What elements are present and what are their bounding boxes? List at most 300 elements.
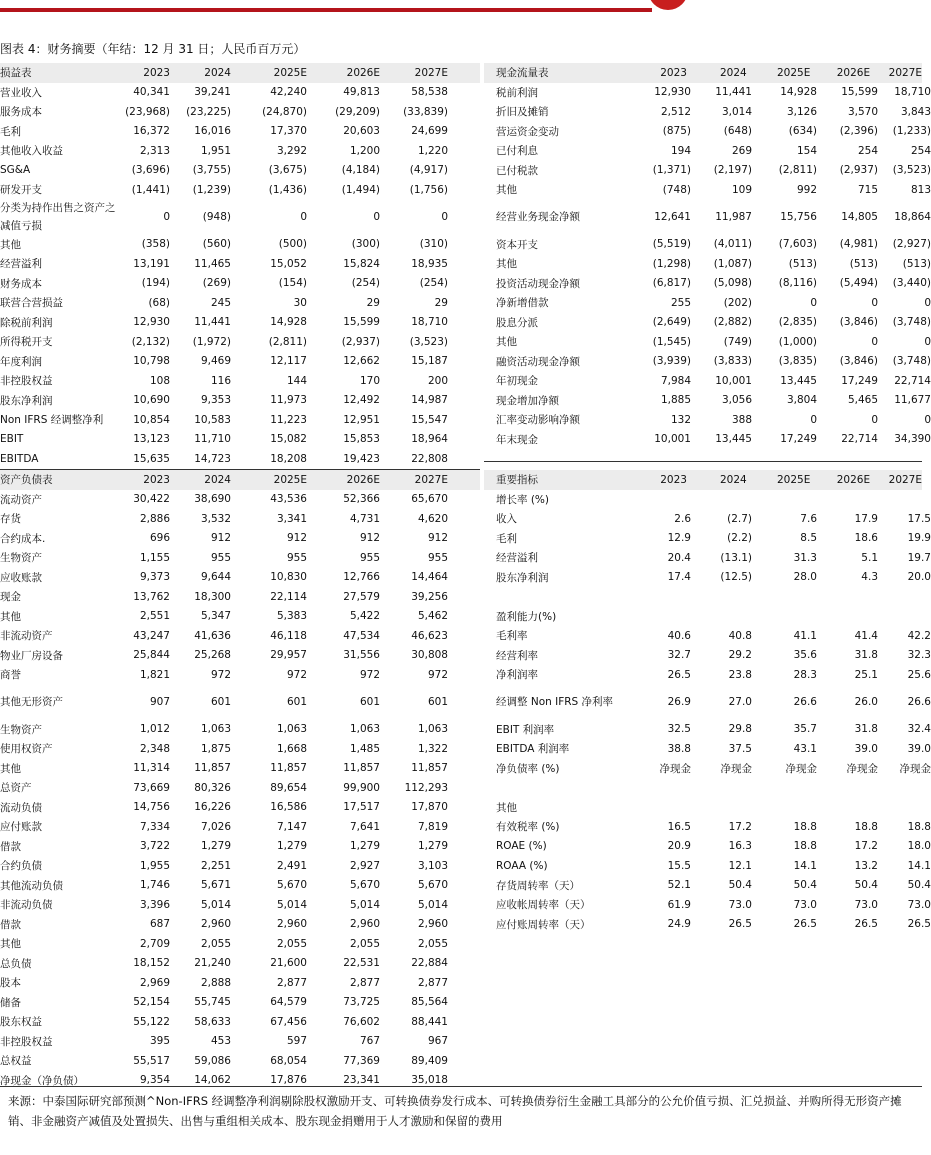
cell-value: (2,132) bbox=[131, 335, 170, 348]
cell-value: 2,888 bbox=[200, 976, 231, 989]
cell-value: 73.0 bbox=[728, 898, 752, 911]
cell-value: 2,055 bbox=[417, 937, 448, 950]
cell-value: 17.5 bbox=[907, 512, 931, 525]
cell-value: (3,846) bbox=[839, 355, 878, 368]
row-label: 有效税率 (%) bbox=[496, 821, 560, 834]
cell-value: 2,960 bbox=[200, 918, 231, 931]
cell-value: (310) bbox=[419, 238, 448, 251]
cell-value: 31.8 bbox=[854, 649, 878, 662]
cell-value: 245 bbox=[210, 296, 231, 309]
cell-value: 20.4 bbox=[667, 551, 691, 564]
year-header: 2026E bbox=[836, 473, 871, 486]
cell-value: 25.6 bbox=[907, 668, 931, 681]
cell-value: (2,882) bbox=[713, 316, 752, 329]
cell-value: (1,441) bbox=[131, 183, 170, 196]
cell-value: 5,422 bbox=[349, 610, 380, 623]
column-header-label: 现金流量表 bbox=[496, 67, 549, 80]
cell-value: 0 bbox=[300, 211, 307, 223]
cell-value: 15,187 bbox=[411, 355, 448, 368]
cell-value: (2,937) bbox=[341, 335, 380, 348]
balance-row bbox=[0, 490, 448, 510]
ratios-row bbox=[484, 646, 931, 666]
cashflow-row bbox=[484, 102, 931, 122]
balance-row bbox=[0, 739, 448, 759]
cell-value: 3,843 bbox=[900, 105, 931, 118]
cell-value: 2,960 bbox=[276, 918, 307, 931]
cell-value: 12,641 bbox=[654, 211, 691, 223]
row-label: 总负债 bbox=[0, 957, 32, 970]
balance-row bbox=[0, 587, 448, 607]
cell-value: 15,824 bbox=[343, 257, 380, 270]
ratios-row bbox=[484, 798, 931, 818]
cell-value: (2.2) bbox=[727, 532, 752, 545]
cell-value: (513) bbox=[902, 257, 931, 270]
cell-value: 12.9 bbox=[667, 532, 691, 545]
cell-value: (513) bbox=[849, 257, 878, 270]
cell-value: 1,063 bbox=[200, 723, 231, 736]
cell-value: 20,603 bbox=[343, 125, 380, 138]
row-label: 净利润率 bbox=[496, 669, 538, 682]
cell-value: 9,373 bbox=[139, 571, 170, 584]
cell-value: 0 bbox=[163, 211, 170, 223]
cell-value: 14,464 bbox=[411, 571, 448, 584]
cell-value: (3,523) bbox=[409, 335, 448, 348]
cell-value: (24,870) bbox=[262, 105, 307, 118]
balance-row bbox=[0, 798, 448, 818]
balance-row bbox=[0, 665, 448, 685]
income-row bbox=[0, 102, 448, 122]
cell-value: (202) bbox=[723, 296, 752, 309]
row-label: 所得税开支 bbox=[0, 336, 53, 349]
cell-value: 12,930 bbox=[133, 316, 170, 329]
ratios-row bbox=[484, 626, 931, 646]
cell-value: 0 bbox=[441, 211, 448, 223]
cell-value: 19.9 bbox=[907, 532, 931, 545]
cell-value: 11,857 bbox=[194, 762, 231, 775]
cell-value: (3,846) bbox=[839, 316, 878, 329]
income-row bbox=[0, 391, 448, 411]
income-row bbox=[0, 449, 448, 469]
cell-value: (5,494) bbox=[839, 277, 878, 290]
cell-value: 5,014 bbox=[349, 898, 380, 911]
cell-value: (154) bbox=[278, 277, 307, 290]
cell-value: 1,220 bbox=[417, 144, 448, 157]
cell-value: 22,884 bbox=[411, 957, 448, 970]
cell-value: 912 bbox=[427, 532, 448, 545]
cell-value: 2,969 bbox=[139, 976, 170, 989]
cell-value: 32.3 bbox=[907, 649, 931, 662]
year-header: 2025E bbox=[273, 66, 307, 79]
cell-value: 50.4 bbox=[854, 879, 878, 892]
row-label: 应付账周转率（天） bbox=[496, 918, 591, 931]
income-row bbox=[0, 122, 448, 142]
cell-value: 41.1 bbox=[793, 629, 817, 642]
income-row bbox=[0, 371, 448, 391]
row-label: 净新增借款 bbox=[496, 297, 549, 310]
income-row bbox=[0, 313, 448, 333]
year-header: 2025E bbox=[273, 473, 307, 486]
cell-value: 2,927 bbox=[349, 859, 380, 872]
cell-value: (29,209) bbox=[335, 105, 380, 118]
cell-value: 1,322 bbox=[417, 742, 448, 755]
cashflow-row bbox=[484, 332, 931, 352]
cell-value: 1,200 bbox=[349, 144, 380, 157]
cell-value: 52.1 bbox=[667, 879, 691, 892]
cashflow-row bbox=[484, 235, 931, 255]
cell-value: 22,714 bbox=[894, 374, 931, 387]
cell-value: 26.6 bbox=[907, 696, 931, 708]
cell-value: 15,853 bbox=[343, 433, 380, 446]
ratios-row bbox=[484, 778, 931, 798]
year-header: 2024 bbox=[719, 66, 747, 79]
row-label: 资本开支 bbox=[496, 238, 538, 251]
ratios-row bbox=[484, 876, 931, 896]
year-header: 2026E bbox=[346, 66, 380, 79]
cell-value: 89,409 bbox=[411, 1054, 448, 1067]
cell-value: 49,813 bbox=[343, 86, 380, 99]
cell-value: 13,445 bbox=[715, 433, 752, 446]
row-label: 经营利率 bbox=[496, 649, 538, 662]
cell-value: 25,268 bbox=[194, 649, 231, 662]
balance-row bbox=[0, 626, 448, 646]
cell-value: (358) bbox=[141, 238, 170, 251]
row-label: 总权益 bbox=[0, 1055, 32, 1068]
cell-value: 116 bbox=[210, 374, 231, 387]
balance-row bbox=[0, 954, 448, 974]
cell-value: (1,494) bbox=[341, 183, 380, 196]
cell-value: 10,583 bbox=[194, 413, 231, 426]
cell-value: 58,633 bbox=[194, 1015, 231, 1028]
cell-value: 601 bbox=[210, 696, 231, 708]
cell-value: 0 bbox=[871, 296, 878, 309]
cell-value: 38.8 bbox=[667, 742, 691, 755]
row-label: 税前利润 bbox=[496, 86, 538, 99]
cell-value: 601 bbox=[427, 696, 448, 708]
cell-value: 1,279 bbox=[417, 840, 448, 853]
brand-mark bbox=[648, 0, 688, 10]
cell-value: (12.5) bbox=[720, 571, 752, 584]
cell-value: 601 bbox=[359, 696, 380, 708]
year-header: 2027E bbox=[414, 66, 448, 79]
cashflow-row bbox=[484, 391, 931, 411]
cell-value: (2,649) bbox=[652, 316, 691, 329]
cell-value: (1,436) bbox=[268, 183, 307, 196]
income-row bbox=[0, 352, 448, 372]
ratios-row bbox=[484, 509, 931, 529]
year-header: 2023 bbox=[660, 473, 687, 486]
cell-value: (3,755) bbox=[192, 164, 231, 177]
ratios-header-row bbox=[484, 470, 922, 490]
cell-value: 5,465 bbox=[847, 394, 878, 407]
year-header: 2024 bbox=[719, 473, 747, 486]
cell-value: 26.0 bbox=[854, 696, 878, 708]
cell-value: 73.0 bbox=[793, 898, 817, 911]
income-row bbox=[0, 235, 448, 255]
ratios-row bbox=[484, 837, 931, 857]
cell-value: 31,556 bbox=[343, 649, 380, 662]
cell-value: 19.7 bbox=[907, 551, 931, 564]
cell-value: (634) bbox=[788, 125, 817, 138]
cell-value: 73,669 bbox=[133, 781, 170, 794]
cell-value: 76,602 bbox=[343, 1015, 380, 1028]
row-label: 物业厂房设备 bbox=[0, 649, 63, 662]
cell-value: 16.5 bbox=[667, 820, 691, 833]
cell-value: (5,519) bbox=[652, 238, 691, 251]
cell-value: 14,928 bbox=[780, 86, 817, 99]
year-header: 2027E bbox=[888, 66, 922, 79]
cell-value: 18.6 bbox=[854, 532, 878, 545]
cell-value: 18,710 bbox=[894, 86, 931, 99]
cell-value: 1,063 bbox=[276, 723, 307, 736]
cell-value: 955 bbox=[286, 551, 307, 564]
cell-value: (1,000) bbox=[778, 335, 817, 348]
cell-value: 1,951 bbox=[200, 144, 231, 157]
income-header-row bbox=[0, 63, 480, 83]
cell-value: 8.5 bbox=[800, 532, 817, 545]
cell-value: 1,875 bbox=[200, 742, 231, 755]
cell-value: 11,973 bbox=[270, 394, 307, 407]
cell-value: 1,821 bbox=[139, 668, 170, 681]
cell-value: 11,314 bbox=[133, 762, 170, 775]
cell-value: (3,440) bbox=[892, 277, 931, 290]
cell-value: 907 bbox=[149, 696, 170, 708]
cell-value: 0 bbox=[924, 335, 931, 348]
cell-value: (3,696) bbox=[131, 164, 170, 177]
cell-value: 15,635 bbox=[133, 452, 170, 465]
cell-value: (1,972) bbox=[192, 335, 231, 348]
cell-value: 2,055 bbox=[276, 937, 307, 950]
row-label: 汇率变动影响净额 bbox=[496, 414, 580, 427]
cell-value: 18.0 bbox=[907, 840, 931, 853]
cell-value: 15,599 bbox=[841, 86, 878, 99]
cell-value: (2,937) bbox=[839, 164, 878, 177]
row-label: 折旧及摊销 bbox=[496, 106, 549, 119]
cell-value: 12,951 bbox=[343, 413, 380, 426]
row-label: 毛利 bbox=[0, 125, 21, 138]
cell-value: 2,960 bbox=[349, 918, 380, 931]
cell-value: (4,981) bbox=[839, 238, 878, 251]
cell-value: 15,052 bbox=[270, 257, 307, 270]
cell-value: 13,762 bbox=[133, 590, 170, 603]
cell-value: (648) bbox=[723, 125, 752, 138]
cell-value: 11,987 bbox=[715, 211, 752, 223]
cell-value: 18.8 bbox=[793, 820, 817, 833]
year-header: 2023 bbox=[143, 66, 170, 79]
cell-value: 22,531 bbox=[343, 957, 380, 970]
row-label: 分类为持作出售之资产之减值亏损 bbox=[0, 202, 116, 232]
row-label: 股东净利润 bbox=[0, 394, 53, 407]
cell-value: 43.1 bbox=[793, 742, 817, 755]
cell-value: 68,054 bbox=[270, 1054, 307, 1067]
cell-value: 154 bbox=[796, 144, 817, 157]
cell-value: 17.9 bbox=[854, 512, 878, 525]
row-label: 生物资产 bbox=[0, 723, 42, 736]
balance-row bbox=[0, 607, 448, 627]
row-label: 其他流动负债 bbox=[0, 879, 63, 892]
cell-value: 0 bbox=[924, 296, 931, 309]
cell-value: 912 bbox=[210, 532, 231, 545]
cell-value: 5,671 bbox=[200, 879, 231, 892]
cell-value: 0 bbox=[810, 296, 817, 309]
cell-value: 50.4 bbox=[793, 879, 817, 892]
balance-row bbox=[0, 720, 448, 740]
cell-value: 17,876 bbox=[270, 1074, 307, 1087]
row-label: 现金 bbox=[0, 591, 21, 604]
cell-value: 17,249 bbox=[841, 374, 878, 387]
cashflow-row bbox=[484, 122, 931, 142]
year-header: 2023 bbox=[660, 66, 687, 79]
ratios-row bbox=[484, 548, 931, 568]
balance-row bbox=[0, 568, 448, 588]
cell-value: 29,957 bbox=[270, 649, 307, 662]
ratios-row bbox=[484, 665, 931, 685]
cell-value: 61.9 bbox=[667, 898, 691, 911]
row-label: 股东净利润 bbox=[496, 571, 549, 584]
row-label: 研发开支 bbox=[0, 184, 42, 197]
cell-value: 14,928 bbox=[270, 316, 307, 329]
cell-value: 200 bbox=[427, 374, 448, 387]
cell-value: 26.5 bbox=[667, 668, 691, 681]
row-label: 储备 bbox=[0, 996, 21, 1009]
cell-value: 16,586 bbox=[270, 801, 307, 814]
cell-value: 20.0 bbox=[907, 571, 931, 584]
cell-value: (23,968) bbox=[125, 105, 170, 118]
row-label: 营业收入 bbox=[0, 86, 42, 99]
ratios-row bbox=[484, 587, 931, 607]
cell-value: 14,805 bbox=[841, 211, 878, 223]
cell-value: 696 bbox=[149, 532, 170, 545]
row-label: 年初现金 bbox=[496, 375, 538, 388]
cashflow-row bbox=[484, 430, 931, 450]
cell-value: 26.5 bbox=[854, 918, 878, 931]
row-label: 其他收入收益 bbox=[0, 145, 63, 158]
cell-value: 42,240 bbox=[270, 86, 307, 99]
cell-value: 1,746 bbox=[139, 879, 170, 892]
cell-value: 15,756 bbox=[780, 211, 817, 223]
balance-row bbox=[0, 817, 448, 837]
cell-value: (2,927) bbox=[892, 238, 931, 251]
cell-value: 912 bbox=[359, 532, 380, 545]
cell-value: 11,677 bbox=[894, 394, 931, 407]
cell-value: 7,819 bbox=[417, 820, 448, 833]
cell-value: 15,599 bbox=[343, 316, 380, 329]
cell-value: 41.4 bbox=[854, 629, 878, 642]
cell-value: 17,870 bbox=[411, 801, 448, 814]
cell-value: 10,830 bbox=[270, 571, 307, 584]
row-label: EBITDA 利润率 bbox=[496, 743, 570, 756]
row-label: 合约成本. bbox=[0, 532, 46, 545]
cell-value: (300) bbox=[351, 238, 380, 251]
cell-value: 2,251 bbox=[200, 859, 231, 872]
row-label: 流动负债 bbox=[0, 801, 42, 814]
cell-value: 26.9 bbox=[667, 696, 691, 708]
cell-value: 3,103 bbox=[417, 859, 448, 872]
income-row bbox=[0, 161, 448, 181]
row-label: 营运资金变动 bbox=[496, 125, 559, 138]
cell-value: 687 bbox=[149, 918, 170, 931]
cell-value: 73.0 bbox=[854, 898, 878, 911]
cell-value: 23.8 bbox=[728, 668, 752, 681]
cell-value: 269 bbox=[731, 144, 752, 157]
cell-value: 59,086 bbox=[194, 1054, 231, 1067]
row-label: 借款 bbox=[0, 840, 21, 853]
cell-value: 46,118 bbox=[270, 629, 307, 642]
cell-value: 25,844 bbox=[133, 649, 170, 662]
cell-value: 0 bbox=[373, 211, 380, 223]
cell-value: 3,341 bbox=[276, 512, 307, 525]
cell-value: 99,900 bbox=[343, 781, 380, 794]
cell-value: 40.6 bbox=[667, 629, 691, 642]
cell-value: (23,225) bbox=[186, 105, 231, 118]
cell-value: 1,012 bbox=[139, 723, 170, 736]
cell-value: 29 bbox=[366, 296, 380, 309]
cell-value: 29.2 bbox=[728, 649, 752, 662]
cell-value: (3,523) bbox=[892, 164, 931, 177]
cell-value: 22,714 bbox=[841, 433, 878, 446]
cashflow-row bbox=[484, 83, 931, 103]
cell-value: 40.8 bbox=[728, 629, 752, 642]
cell-value: 11,223 bbox=[270, 413, 307, 426]
row-label: 净负债率 (%) bbox=[496, 762, 560, 775]
cell-value: 35.6 bbox=[793, 649, 817, 662]
cell-value: 15,547 bbox=[411, 413, 448, 426]
row-label: 非流动资产 bbox=[0, 630, 53, 643]
cell-value: 64,579 bbox=[270, 996, 307, 1009]
cell-value: 19,423 bbox=[343, 452, 380, 465]
cell-value: 2,491 bbox=[276, 859, 307, 872]
cell-value: (1,298) bbox=[652, 257, 691, 270]
cell-value: 52,154 bbox=[133, 996, 170, 1009]
cell-value: 0 bbox=[924, 413, 931, 426]
cell-value: (2,811) bbox=[778, 164, 817, 177]
cell-value: 55,517 bbox=[133, 1054, 170, 1067]
row-label: 其他 bbox=[496, 801, 517, 814]
cell-value: (3,939) bbox=[652, 355, 691, 368]
cell-value: 967 bbox=[427, 1035, 448, 1048]
cell-value: 3,722 bbox=[139, 840, 170, 853]
cell-value: 18,864 bbox=[894, 211, 931, 223]
ratios-row bbox=[484, 739, 931, 759]
cell-value: (513) bbox=[788, 257, 817, 270]
cell-value: 14,756 bbox=[133, 801, 170, 814]
income-row bbox=[0, 83, 448, 103]
balance-row bbox=[0, 895, 448, 915]
cell-value: 73.0 bbox=[907, 898, 931, 911]
cell-value: 2,313 bbox=[139, 144, 170, 157]
cell-value: 254 bbox=[910, 144, 931, 157]
cell-value: 89,654 bbox=[270, 781, 307, 794]
row-label: 非流动负债 bbox=[0, 899, 53, 912]
cell-value: 972 bbox=[210, 668, 231, 681]
cashflow-row bbox=[484, 410, 931, 430]
ratios-row bbox=[484, 685, 931, 720]
row-label: 经营溢利 bbox=[496, 552, 538, 565]
cell-value: 955 bbox=[210, 551, 231, 564]
row-label: EBIT bbox=[0, 433, 24, 446]
cell-value: 972 bbox=[359, 668, 380, 681]
cell-value: 32.4 bbox=[907, 723, 931, 736]
cell-value: 47,534 bbox=[343, 629, 380, 642]
cell-value: 52,366 bbox=[343, 493, 380, 506]
cell-value: (5,098) bbox=[713, 277, 752, 290]
cell-value: 0 bbox=[871, 413, 878, 426]
row-label: 年末现金 bbox=[496, 433, 538, 446]
cell-value: 1,279 bbox=[349, 840, 380, 853]
cell-value: (3,835) bbox=[778, 355, 817, 368]
cell-value: 715 bbox=[857, 183, 878, 196]
row-label: 借款 bbox=[0, 918, 21, 931]
cell-value: 18,935 bbox=[411, 257, 448, 270]
